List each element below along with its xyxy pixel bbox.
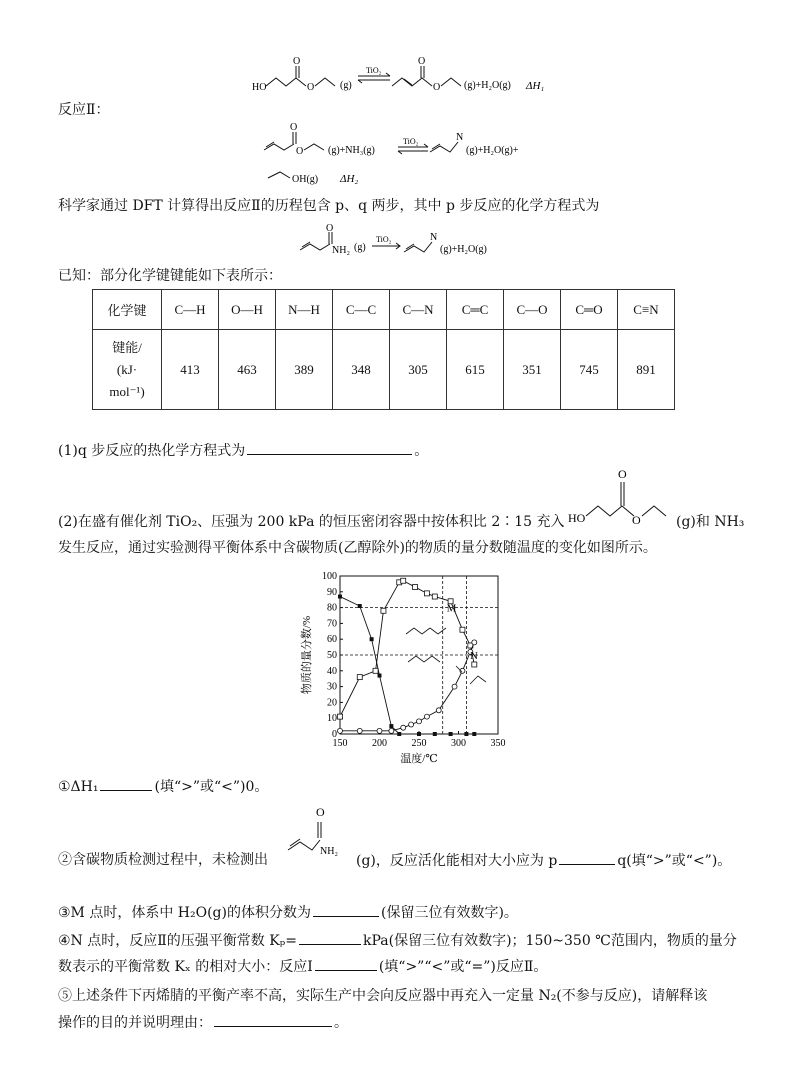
energy-header-line: 键能/ <box>112 339 142 355</box>
subq4-tail: kPa(保留三位有效数字)；150~350 ℃范围内，物质的量分 <box>363 933 737 949</box>
answer-blank-1[interactable] <box>247 440 412 455</box>
p-step-equation <box>296 222 526 262</box>
data-point <box>436 708 441 713</box>
hydroxy-ester-structure <box>562 462 672 532</box>
data-point <box>433 732 437 736</box>
x-tick-label: 250 <box>411 738 427 749</box>
bond-cell: C—O <box>504 290 561 330</box>
svg-text:N: N <box>456 132 464 143</box>
reaction-1-left-state: (g) <box>340 80 352 91</box>
reaction-2-ethanol: OH(g) <box>292 174 319 185</box>
answer-blank-7[interactable] <box>214 1012 332 1027</box>
data-point <box>378 674 382 678</box>
svg-text:O: O <box>307 82 315 93</box>
x-tick-label: 150 <box>332 738 348 749</box>
energy-cell: 389 <box>276 330 333 410</box>
subq2-tail: q(填“>”或“<”)。 <box>617 853 732 869</box>
reaction-2-dh: ΔH₂ <box>340 173 359 185</box>
reaction-1-tail: (g)+H₂O(g) <box>464 80 511 91</box>
subquestion-3 <box>58 902 518 923</box>
bond-cell: C≡N <box>618 290 675 330</box>
data-point <box>389 724 393 728</box>
subq5-text: 操作的目的并说明理由： <box>58 1015 212 1031</box>
data-point <box>460 627 465 632</box>
reaction-2-catalyst: TiO₂ <box>403 137 419 146</box>
data-point <box>389 728 394 733</box>
series-line <box>340 597 474 734</box>
data-point <box>377 728 382 733</box>
y-tick-label: 50 <box>327 650 337 661</box>
hydroxy-ester-sketch <box>430 628 446 634</box>
bond-energy-table <box>92 289 675 410</box>
energy-cell: 348 <box>333 330 390 410</box>
data-point <box>401 725 406 730</box>
bond-cell: O—H <box>219 290 276 330</box>
data-point <box>472 732 476 736</box>
reaction-2-equation <box>260 120 560 192</box>
energy-cell: 615 <box>447 330 504 410</box>
reaction-1-dh: ΔH₁ <box>526 80 545 92</box>
data-point <box>357 728 362 733</box>
acrylonitrile-sketch <box>470 676 486 684</box>
energy-cell: 463 <box>219 330 276 410</box>
question-1 <box>58 440 428 461</box>
x-tick-label: 200 <box>372 738 387 749</box>
svg-text:O: O <box>418 56 426 67</box>
subq3-text: ③M 点时，体系中 H₂O(g)的体积分数为 <box>58 905 311 921</box>
svg-text:O: O <box>433 82 441 93</box>
y-tick-label: 20 <box>327 697 337 709</box>
data-point <box>424 714 429 719</box>
data-point <box>472 662 477 667</box>
energy-cell: 745 <box>561 330 618 410</box>
p-step-nh2: NH₂ <box>332 245 350 256</box>
subquestion-5: ⑤上述条件下丙烯腈的平衡产率不高，实际生产中会向反应器中再充入一定量 N₂(不参与反应)，请解释该 <box>58 988 708 1004</box>
data-point <box>338 728 343 733</box>
subquestion-4-line2 <box>58 956 547 977</box>
data-point <box>413 585 418 590</box>
y-tick-label: 30 <box>327 681 337 693</box>
data-point <box>417 732 421 736</box>
subq5-tail: 。 <box>334 1015 348 1031</box>
subquestion-5-line2 <box>58 1012 348 1033</box>
svg-text:O: O <box>618 467 627 481</box>
svg-text:O: O <box>326 223 334 234</box>
data-point <box>417 719 422 724</box>
subq4-tail2: (填“>”“<”或“=”)反应Ⅱ。 <box>378 959 548 975</box>
energy-header <box>93 330 162 410</box>
question-1-end: 。 <box>414 443 429 459</box>
subq1-label: ①ΔH₁ <box>58 779 99 795</box>
bond-cell: C═C <box>447 290 504 330</box>
answer-blank-6[interactable] <box>315 956 377 971</box>
svg-text:HO: HO <box>252 82 267 93</box>
bond-cell: C═O <box>561 290 618 330</box>
data-point <box>432 594 437 599</box>
reaction-1-equation <box>240 52 570 102</box>
data-point <box>449 732 453 736</box>
known-text: 已知：部分化学键键能如下表所示： <box>58 268 282 284</box>
acrylamide-structure <box>282 802 354 862</box>
data-point <box>452 684 457 689</box>
svg-text:O: O <box>296 146 304 157</box>
point-label-m: M <box>446 602 457 615</box>
subq1-text: (填“>”或“<”)0。 <box>154 779 269 795</box>
y-tick-label: 40 <box>327 665 337 677</box>
y-tick-label: 100 <box>322 571 337 582</box>
subq2-text: (g)，反应活化能相对大小应为 p <box>356 853 558 869</box>
p-step-left-state: (g) <box>354 242 366 253</box>
data-point <box>381 608 386 613</box>
y-tick-label: 0 <box>332 729 337 740</box>
acrylamide-nh2: NH₂ <box>320 846 338 857</box>
svg-text:N: N <box>430 232 438 243</box>
energy-cell: 413 <box>162 330 219 410</box>
answer-blank-3[interactable] <box>559 850 615 865</box>
energy-cell: 891 <box>618 330 675 410</box>
answer-blank-5[interactable] <box>299 930 361 945</box>
reaction-2-label: 反应Ⅱ： <box>58 102 110 118</box>
question-1-text: (1)q 步反应的热化学方程式为 <box>58 443 246 459</box>
bond-cell: N—H <box>276 290 333 330</box>
y-tick-label: 70 <box>327 618 337 630</box>
data-point <box>370 637 374 641</box>
energy-header-line: (kJ· <box>116 361 138 377</box>
question-2-line1: (2)在盛有催化剂 TiO₂、压强为 200 kPa 的恒压密闭容器中按体积比 2∶15 充入 <box>58 514 565 530</box>
bond-cell: C—H <box>162 290 219 330</box>
svg-text:O: O <box>290 122 298 133</box>
x-tick-label: 300 <box>451 738 466 749</box>
data-point <box>357 675 362 680</box>
question-2-line2: 发生反应，通过实验测得平衡体系中含碳物质(乙醇除外)的物质的量分数随温度的变化如图所示。 <box>58 540 657 556</box>
p-step-catalyst: TiO₂ <box>376 235 392 244</box>
subquestion-1 <box>58 776 268 797</box>
acrylate-ester-sketch <box>408 656 440 662</box>
data-point <box>424 591 429 596</box>
svg-text:HO: HO <box>568 511 586 525</box>
data-point <box>401 578 406 583</box>
data-point <box>373 668 378 673</box>
data-point <box>397 732 401 736</box>
data-point <box>338 595 342 599</box>
data-point <box>358 604 362 608</box>
x-tick-label: 350 <box>490 738 506 749</box>
subq4-text2: 数表示的平衡常数 Kₓ 的相对大小：反应Ⅰ <box>58 959 313 975</box>
data-point <box>338 714 343 719</box>
table-row-header: 化学键 <box>93 290 162 330</box>
y-tick-label: 80 <box>327 602 337 614</box>
y-tick-label: 60 <box>327 634 337 646</box>
bond-cell: C—C <box>333 290 390 330</box>
mole-fraction-chart <box>290 566 520 770</box>
bond-cell: C—N <box>390 290 447 330</box>
data-point <box>409 722 414 727</box>
energy-cell: 351 <box>504 330 561 410</box>
y-tick-label: 10 <box>327 713 337 725</box>
subq3-tail: (保留三位有效数字)。 <box>380 905 518 921</box>
p-step-right: (g)+H₂O(g) <box>440 244 487 255</box>
subquestion-2a: ②含碳物质检测过程中，未检测出 <box>58 852 268 868</box>
series-line <box>340 581 474 717</box>
hydroxy-ester-sketch <box>406 628 430 634</box>
answer-blank-2[interactable] <box>100 776 152 791</box>
reaction-2-reactant-tail: (g)+NH₃(g) <box>328 145 375 156</box>
svg-text:O: O <box>632 513 641 527</box>
intro-text: 科学家通过 DFT 计算得出反应Ⅱ的历程包含 p、q 两步，其中 p 步反应的化学方程式为 <box>58 198 600 214</box>
x-axis-label: 温度/℃ <box>400 753 438 765</box>
y-axis-label: 物质的量分数/% <box>301 615 313 695</box>
data-point <box>464 732 468 736</box>
energy-header-line: mol⁻¹) <box>109 383 145 399</box>
subquestion-2 <box>356 850 731 871</box>
question-2-line1-tail: (g)和 NH₃ <box>676 514 745 530</box>
reaction-1-catalyst: TiO₂ <box>366 66 382 75</box>
reaction-2-product-tail: (g)+H₂O(g)+ <box>466 145 519 156</box>
svg-text:O: O <box>293 56 301 67</box>
data-point <box>472 640 477 645</box>
acrylamide-o: O <box>316 805 325 819</box>
y-tick-label: 90 <box>327 586 337 598</box>
answer-blank-4[interactable] <box>313 902 379 917</box>
energy-cell: 305 <box>390 330 447 410</box>
subquestion-4 <box>58 930 737 951</box>
point-label-n: N <box>469 650 478 662</box>
subq4-text: ④N 点时，反应Ⅱ的压强平衡常数 Kₚ= <box>58 933 298 949</box>
